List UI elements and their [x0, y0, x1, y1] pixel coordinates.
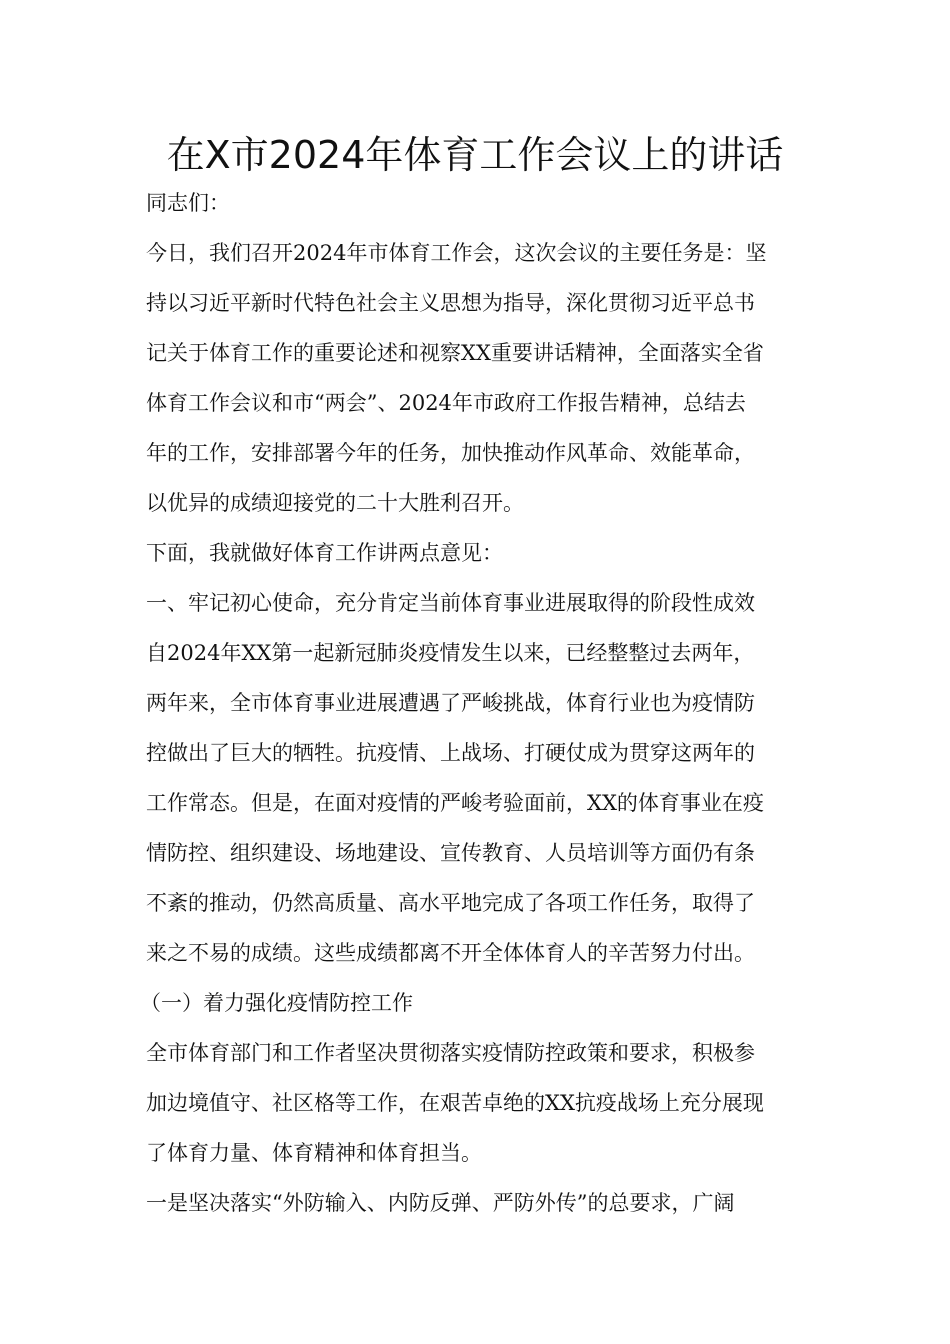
paragraph-line: 以优异的成绩迎接党的二十大胜利召开。 — [146, 491, 524, 515]
paragraph-line: 自2024年XX第一起新冠肺炎疫情发生以来，已经整整过去两年， — [146, 641, 755, 665]
paragraph-line: 今日，我们召开2024年市体育工作会，这次会议的主要任务是：坚 — [146, 241, 767, 265]
paragraph-line: 两年来，全市体育事业进展遭遇了严峻挑战，体育行业也为疫情防 — [146, 691, 755, 715]
paragraph-line: 不紊的推动，仍然高质量、高水平地完成了各项工作任务，取得了 — [146, 891, 755, 915]
paragraph-line: 持以习近平新时代特色社会主义思想为指导，深化贯彻习近平总书 — [146, 291, 755, 315]
salutation-line: 同志们： — [146, 191, 230, 215]
paragraph-line: 体育工作会议和市“两会”、2024年市政府工作报告精神，总结去 — [146, 391, 746, 415]
paragraph-line: 年的工作，安排部署今年的任务，加快推动作风革命、效能革命， — [146, 441, 755, 465]
paragraph-line: 一是坚决落实“外防输入、内防反弹、严防外传”的总要求，广阔 — [146, 1191, 735, 1215]
section-heading: 一、牢记初心使命，充分肯定当前体育事业进展取得的阶段性成效 — [146, 591, 755, 615]
document-title: 在X市2024年体育工作会议上的讲话 — [166, 133, 784, 177]
paragraph-line: 情防控、组织建设、场地建设、宣传教育、人员培训等方面仍有条 — [146, 841, 755, 865]
subsection-heading: （一）着力强化疫情防控工作 — [140, 991, 413, 1015]
paragraph-line: 加边境值守、社区格等工作，在艰苦卓绝的XX抗疫战场上充分展现 — [146, 1091, 764, 1115]
paragraph-line: 了体育力量、体育精神和体育担当。 — [146, 1141, 482, 1165]
paragraph-line: 来之不易的成绩。这些成绩都离不开全体体育人的辛苦努力付出。 — [146, 941, 755, 965]
paragraph-line: 全市体育部门和工作者坚决贯彻落实疫情防控政策和要求，积极参 — [146, 1041, 755, 1065]
paragraph-line: 控做出了巨大的牺牲。抗疫情、上战场、打硬仗成为贯穿这两年的 — [146, 741, 755, 765]
paragraph-line: 下面，我就做好体育工作讲两点意见： — [146, 541, 503, 565]
paragraph-line: 工作常态。但是，在面对疫情的严峻考验面前，XX的体育事业在疫 — [146, 791, 764, 815]
paragraph-line: 记关于体育工作的重要论述和视察XX重要讲话精神，全面落实全省 — [146, 341, 764, 365]
